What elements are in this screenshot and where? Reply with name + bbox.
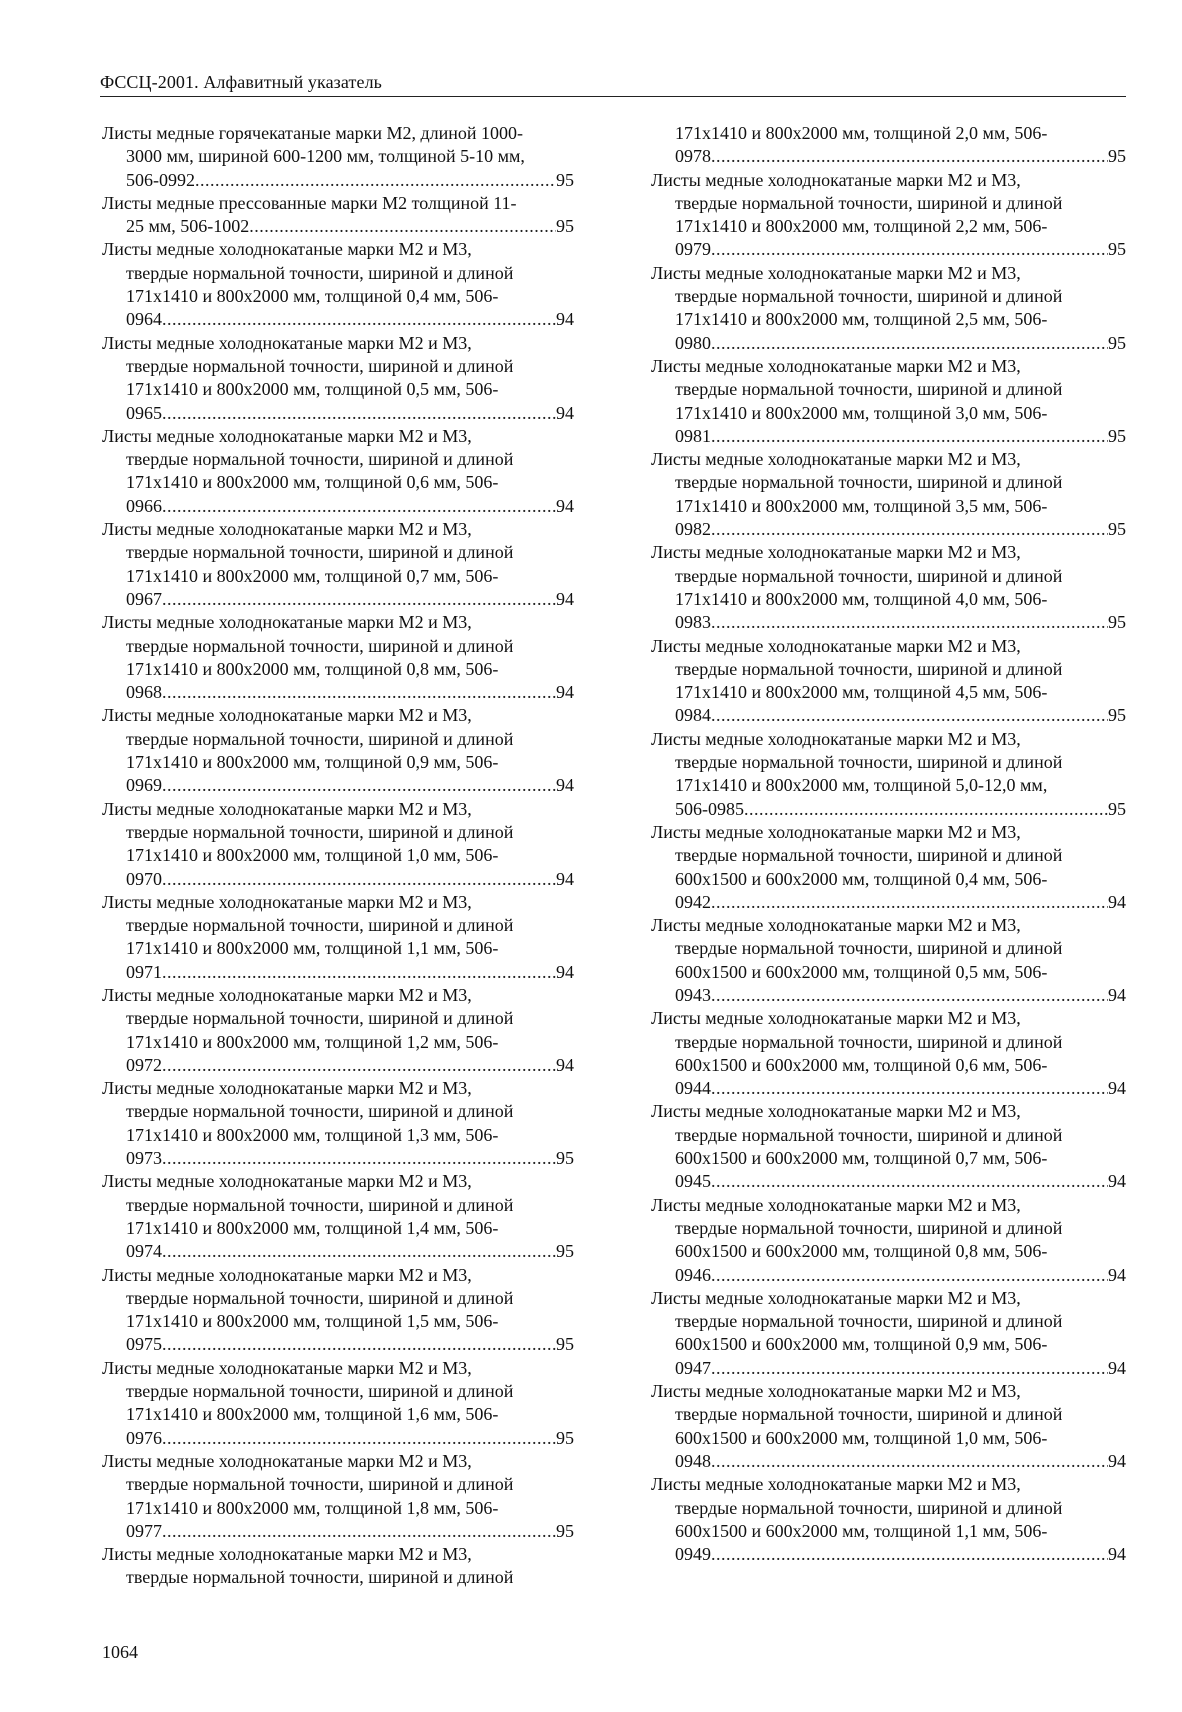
index-entry xyxy=(651,1100,1126,1193)
resource-code: 0948 xyxy=(675,1450,711,1471)
resource-code: 0964 xyxy=(126,309,162,330)
entry-reference-line xyxy=(651,984,1126,1007)
index-entry xyxy=(102,1357,574,1450)
resource-code: 0947 xyxy=(675,1357,711,1378)
page-reference: 95 xyxy=(1108,705,1126,726)
page-reference: 95 xyxy=(556,1427,574,1448)
entry-continuation-line: 600x1500 и 600x2000 мм, толщиной 0,5 мм, 506- xyxy=(675,961,1048,982)
page-reference: 94 xyxy=(556,402,574,423)
page-reference: 95 xyxy=(1108,612,1126,633)
resource-code: 0967 xyxy=(126,588,162,609)
page-reference: 95 xyxy=(556,1241,574,1262)
entry-title-line: Листы медные холоднокатаные марки М2 и М3, xyxy=(102,612,472,633)
dot-leader xyxy=(744,798,1108,821)
page-reference: 94 xyxy=(556,868,574,889)
dot-leader xyxy=(711,1264,1108,1287)
entry-continuation-line: 171x1410 и 800x2000 мм, толщиной 3,0 мм, 506- xyxy=(675,402,1048,423)
entry-continuation-line: твердые нормальной точности, шириной и длиной xyxy=(675,845,1063,866)
page-reference: 94 xyxy=(1108,1544,1126,1565)
entry-reference-line xyxy=(102,1240,574,1263)
entry-title-line: Листы медные холоднокатаные марки М2 и М3, xyxy=(102,798,472,819)
index-entry xyxy=(102,611,574,704)
dot-leader xyxy=(711,145,1108,168)
dot-leader xyxy=(162,868,556,891)
page-reference: 94 xyxy=(556,309,574,330)
entry-reference-line xyxy=(651,145,1126,168)
dot-leader xyxy=(162,1333,556,1356)
entry-title-line: Листы медные холоднокатаные марки М2 и М3, xyxy=(102,1544,472,1565)
entry-reference-line xyxy=(651,798,1126,821)
dot-leader xyxy=(195,169,556,192)
entry-reference-line xyxy=(651,518,1126,541)
page-reference: 94 xyxy=(556,588,574,609)
index-entry xyxy=(102,984,574,1077)
index-entry xyxy=(102,238,574,331)
entry-reference-line xyxy=(102,681,574,704)
resource-code: 0945 xyxy=(675,1171,711,1192)
page-reference: 95 xyxy=(556,216,574,237)
dot-leader xyxy=(711,1357,1108,1380)
dot-leader xyxy=(711,611,1108,634)
index-entry xyxy=(651,262,1126,355)
entry-continuation-line: 171x1410 и 800x2000 мм, толщиной 1,3 мм, 506- xyxy=(126,1124,499,1145)
entry-reference-line xyxy=(102,1427,574,1450)
entry-continuation-line: 171x1410 и 800x2000 мм, толщиной 3,5 мм, 506- xyxy=(675,495,1048,516)
entry-title-line: Листы медные холоднокатаные марки М2 и М3, xyxy=(651,169,1021,190)
entry-continuation-line: 171x1410 и 800x2000 мм, толщиной 5,0-12,0 мм, xyxy=(675,775,1048,796)
resource-code: 0965 xyxy=(126,402,162,423)
dot-leader xyxy=(711,425,1108,448)
index-entry xyxy=(102,891,574,984)
index-entry xyxy=(651,1473,1126,1566)
dot-leader xyxy=(711,1077,1108,1100)
resource-code: 0946 xyxy=(675,1264,711,1285)
entry-continuation-line: 171x1410 и 800x2000 мм, толщиной 1,2 мм, 506- xyxy=(126,1031,499,1052)
entry-continuation-line: 600x1500 и 600x2000 мм, толщиной 1,0 мм, 506- xyxy=(675,1427,1048,1448)
index-entry xyxy=(651,448,1126,541)
entry-reference-line xyxy=(651,1170,1126,1193)
entry-title-line: Листы медные холоднокатаные марки М2 и М3, xyxy=(651,1287,1021,1308)
page-reference: 94 xyxy=(556,682,574,703)
entry-continuation-line: твердые нормальной точности, шириной и длиной xyxy=(675,192,1063,213)
page-reference: 95 xyxy=(1108,519,1126,540)
entry-reference-line xyxy=(651,332,1126,355)
entry-continuation-line: твердые нормальной точности, шириной и длиной xyxy=(126,1474,514,1495)
page-reference: 95 xyxy=(1108,798,1126,819)
dot-leader xyxy=(711,1543,1108,1566)
resource-code: 0975 xyxy=(126,1334,162,1355)
index-entry xyxy=(102,192,574,239)
entry-continuation-line: твердые нормальной точности, шириной и длиной xyxy=(126,635,514,656)
page-reference: 94 xyxy=(1108,984,1126,1005)
entry-continuation-line: 171x1410 и 800x2000 мм, толщиной 1,8 мм, 506- xyxy=(126,1497,499,1518)
entry-title-line: Листы медные холоднокатаные марки М2 и М3, xyxy=(102,1264,472,1285)
page-reference: 95 xyxy=(556,1520,574,1541)
entry-continuation-line: 3000 мм, шириной 600-1200 мм, толщиной 5-10 мм, xyxy=(126,146,525,167)
dot-leader xyxy=(249,215,556,238)
dot-leader xyxy=(162,1240,556,1263)
page-reference: 95 xyxy=(556,169,574,190)
entry-continuation-line: твердые нормальной точности, шириной и длиной xyxy=(675,752,1063,773)
entry-continuation-line: твердые нормальной точности, шириной и длиной xyxy=(126,1381,514,1402)
entry-reference-line xyxy=(102,588,574,611)
entry-title-line: Листы медные холоднокатаные марки М2 и М3, xyxy=(651,1474,1021,1495)
entry-title-line: Листы медные холоднокатаные марки М2 и М3, xyxy=(102,1450,472,1471)
index-entry xyxy=(102,704,574,797)
index-entry xyxy=(651,1194,1126,1287)
entry-continuation-line: 171x1410 и 800x2000 мм, толщиной 0,7 мм, 506- xyxy=(126,565,499,586)
entry-reference-line xyxy=(102,1054,574,1077)
index-entry xyxy=(651,914,1126,1007)
page-number: 1064 xyxy=(102,1642,138,1662)
resource-code: 0976 xyxy=(126,1427,162,1448)
entry-reference-line xyxy=(102,961,574,984)
dot-leader xyxy=(711,238,1108,261)
page-reference: 94 xyxy=(556,1054,574,1075)
entry-continuation-line: твердые нормальной точности, шириной и длиной xyxy=(675,1217,1063,1238)
entry-continuation-line: 600x1500 и 600x2000 мм, толщиной 0,7 мм, 506- xyxy=(675,1148,1048,1169)
dot-leader xyxy=(711,1450,1108,1473)
entry-reference-line xyxy=(651,1357,1126,1380)
dot-leader xyxy=(162,1054,556,1077)
page-reference: 94 xyxy=(1108,1171,1126,1192)
entry-title-line: Листы медные холоднокатаные марки М2 и М3, xyxy=(102,1357,472,1378)
resource-code: 0981 xyxy=(675,425,711,446)
resource-code: 0982 xyxy=(675,519,711,540)
resource-code: 0969 xyxy=(126,775,162,796)
dot-leader xyxy=(711,332,1108,355)
index-entry xyxy=(102,1264,574,1357)
entry-continuation-line: твердые нормальной точности, шириной и длиной xyxy=(675,472,1063,493)
entry-reference-line xyxy=(102,1520,574,1543)
resource-code: 0944 xyxy=(675,1078,711,1099)
entry-continuation-line: твердые нормальной точности, шириной и длиной xyxy=(675,379,1063,400)
index-column-left xyxy=(102,122,574,1590)
entry-continuation-line: 171x1410 и 800x2000 мм, толщиной 2,2 мм, 506- xyxy=(675,216,1048,237)
dot-leader xyxy=(162,961,556,984)
entry-title-line: Листы медные холоднокатаные марки М2 и М3, xyxy=(102,705,472,726)
resource-code: 0942 xyxy=(675,891,711,912)
index-entry xyxy=(102,798,574,891)
index-entry xyxy=(651,1380,1126,1473)
index-entry xyxy=(102,1543,574,1590)
page-reference: 94 xyxy=(1108,1078,1126,1099)
running-header xyxy=(100,70,1126,97)
entry-title-line: Листы медные холоднокатаные марки М2 и М3, xyxy=(102,1078,472,1099)
entry-continuation-line: твердые нормальной точности, шириной и длиной xyxy=(675,1031,1063,1052)
resource-code: 0980 xyxy=(675,332,711,353)
resource-code: 0966 xyxy=(126,495,162,516)
resource-code: 0943 xyxy=(675,984,711,1005)
entry-reference-line xyxy=(102,215,574,238)
entry-title-line: Листы медные холоднокатаные марки М2 и М3, xyxy=(651,355,1021,376)
entry-reference-line xyxy=(651,891,1126,914)
entry-continuation-line: 171x1410 и 800x2000 мм, толщиной 2,5 мм, 506- xyxy=(675,309,1048,330)
page-reference: 95 xyxy=(1108,332,1126,353)
page-reference: 94 xyxy=(556,495,574,516)
index-entry xyxy=(651,1287,1126,1380)
resource-code: 0983 xyxy=(675,612,711,633)
page-reference: 94 xyxy=(556,775,574,796)
index-entry xyxy=(102,122,574,192)
entry-title-line: Листы медные холоднокатаные марки М2 и М3, xyxy=(651,262,1021,283)
dot-leader xyxy=(162,1147,556,1170)
index-entry xyxy=(651,122,1126,169)
entry-continuation-line: твердые нормальной точности, шириной и длиной xyxy=(675,565,1063,586)
dot-leader xyxy=(162,588,556,611)
resource-code: 506-0992 xyxy=(126,169,195,190)
dot-leader xyxy=(711,704,1108,727)
entry-continuation-line: 171x1410 и 800x2000 мм, толщиной 0,8 мм, 506- xyxy=(126,658,499,679)
resource-code: 0978 xyxy=(675,146,711,167)
entry-reference-line xyxy=(102,402,574,425)
entry-continuation-line: твердые нормальной точности, шириной и длиной xyxy=(126,1101,514,1122)
entry-title-line: Листы медные прессованные марки М2 толщиной 11- xyxy=(102,192,517,213)
page-reference: 94 xyxy=(556,961,574,982)
entry-reference-line xyxy=(102,868,574,891)
resource-code: 25 мм, 506-1002 xyxy=(126,216,250,237)
entry-continuation-line: твердые нормальной точности, шириной и длиной xyxy=(126,1287,514,1308)
entry-title-line: Листы медные холоднокатаные марки М2 и М3, xyxy=(102,425,472,446)
entry-title-line: Листы медные холоднокатаные марки М2 и М3, xyxy=(651,1101,1021,1122)
index-entry xyxy=(651,169,1126,262)
index-entry xyxy=(651,728,1126,821)
resource-code: 0979 xyxy=(675,239,711,260)
index-entry xyxy=(102,332,574,425)
entry-continuation-line: 600x1500 и 600x2000 мм, толщиной 0,6 мм, 506- xyxy=(675,1054,1048,1075)
entry-continuation-line: 171x1410 и 800x2000 мм, толщиной 1,4 мм, 506- xyxy=(126,1217,499,1238)
entry-reference-line xyxy=(102,1147,574,1170)
entry-continuation-line: твердые нормальной точности, шириной и длиной xyxy=(126,821,514,842)
dot-leader xyxy=(711,984,1108,1007)
entry-reference-line xyxy=(651,611,1126,634)
resource-code: 0977 xyxy=(126,1520,162,1541)
dot-leader xyxy=(162,495,556,518)
entry-continuation-line: твердые нормальной точности, шириной и длиной xyxy=(675,1311,1063,1332)
entry-continuation-line: твердые нормальной точности, шириной и длиной xyxy=(126,542,514,563)
entry-continuation-line: твердые нормальной точности, шириной и длиной xyxy=(675,938,1063,959)
entry-reference-line xyxy=(651,1264,1126,1287)
entry-continuation-line: твердые нормальной точности, шириной и длиной xyxy=(675,658,1063,679)
entry-title-line: Листы медные холоднокатаные марки М2 и М3, xyxy=(102,332,472,353)
resource-code: 0984 xyxy=(675,705,711,726)
entry-continuation-line: твердые нормальной точности, шириной и длиной xyxy=(675,1497,1063,1518)
entry-title-line: Листы медные холоднокатаные марки М2 и М3, xyxy=(102,891,472,912)
entry-continuation-line: 171x1410 и 800x2000 мм, толщиной 0,5 мм, 506- xyxy=(126,379,499,400)
dot-leader xyxy=(162,402,556,425)
entry-reference-line xyxy=(102,495,574,518)
resource-code: 0974 xyxy=(126,1241,162,1262)
entry-title-line: Листы медные холоднокатаные марки М2 и М3, xyxy=(102,239,472,260)
entry-reference-line xyxy=(102,1333,574,1356)
entry-title-line: Листы медные горячекатаные марки М2, длиной 1000- xyxy=(102,123,524,143)
page-reference: 95 xyxy=(556,1334,574,1355)
entry-continuation-line: твердые нормальной точности, шириной и длиной xyxy=(675,1124,1063,1145)
index-entry xyxy=(102,518,574,611)
page-reference: 94 xyxy=(1108,1357,1126,1378)
page-reference: 95 xyxy=(1108,425,1126,446)
entry-continuation-line: твердые нормальной точности, шириной и длиной xyxy=(126,1567,514,1588)
resource-code: 506-0985 xyxy=(675,798,744,819)
entry-continuation-line: 171x1410 и 800x2000 мм, толщиной 0,6 мм, 506- xyxy=(126,472,499,493)
entry-continuation-line: твердые нормальной точности, шириной и длиной xyxy=(126,355,514,376)
entry-reference-line xyxy=(651,238,1126,261)
entry-reference-line xyxy=(651,1077,1126,1100)
index-entry xyxy=(651,821,1126,914)
entry-title-line: Листы медные холоднокатаные марки М2 и М3, xyxy=(651,915,1021,936)
entry-title-line: Листы медные холоднокатаные марки М2 и М3, xyxy=(651,821,1021,842)
entry-continuation-line: 600x1500 и 600x2000 мм, толщиной 0,8 мм, 506- xyxy=(675,1241,1048,1262)
resource-code: 0949 xyxy=(675,1544,711,1565)
entry-continuation-line: 600x1500 и 600x2000 мм, толщиной 0,9 мм, 506- xyxy=(675,1334,1048,1355)
entry-title-line: Листы медные холоднокатаные марки М2 и М3, xyxy=(651,542,1021,563)
entry-reference-line xyxy=(651,1450,1126,1473)
entry-continuation-line: твердые нормальной точности, шириной и длиной xyxy=(675,1404,1063,1425)
entry-title-line: Листы медные холоднокатаные марки М2 и М3, xyxy=(102,519,472,540)
dot-leader xyxy=(711,891,1108,914)
index-entry xyxy=(102,425,574,518)
entry-reference-line xyxy=(102,169,574,192)
entry-reference-line xyxy=(102,774,574,797)
entry-title-line: Листы медные холоднокатаные марки М2 и М3, xyxy=(651,1194,1021,1215)
entry-title-line: Листы медные холоднокатаные марки М2 и М3, xyxy=(651,728,1021,749)
page-reference: 95 xyxy=(556,1148,574,1169)
index-entry xyxy=(651,541,1126,634)
resource-code: 0968 xyxy=(126,682,162,703)
entry-continuation-line: 171x1410 и 800x2000 мм, толщиной 4,0 мм, 506- xyxy=(675,588,1048,609)
entry-reference-line xyxy=(651,1543,1126,1566)
index-entry xyxy=(102,1450,574,1543)
entry-continuation-line: 171x1410 и 800x2000 мм, толщиной 1,5 мм, 506- xyxy=(126,1311,499,1332)
dot-leader xyxy=(162,308,556,331)
entry-reference-line xyxy=(651,425,1126,448)
dot-leader xyxy=(162,1427,556,1450)
index-entry xyxy=(102,1170,574,1263)
entry-continuation-line: 600x1500 и 600x2000 мм, толщиной 1,1 мм, 506- xyxy=(675,1520,1048,1541)
dot-leader xyxy=(711,1170,1108,1193)
page-reference: 94 xyxy=(1108,1264,1126,1285)
entry-continuation-line: 171x1410 и 800x2000 мм, толщиной 1,0 мм, 506- xyxy=(126,845,499,866)
entry-continuation-line: твердые нормальной точности, шириной и длиной xyxy=(126,1194,514,1215)
entry-title-line: Листы медные холоднокатаные марки М2 и М3, xyxy=(651,1008,1021,1029)
entry-continuation-line: 171x1410 и 800x2000 мм, толщиной 2,0 мм, 506- xyxy=(675,123,1048,143)
entry-continuation-line: твердые нормальной точности, шириной и длиной xyxy=(126,262,514,283)
entry-continuation-line: твердые нормальной точности, шириной и длиной xyxy=(675,286,1063,307)
entry-title-line: Листы медные холоднокатаные марки М2 и М3, xyxy=(102,984,472,1005)
resource-code: 0972 xyxy=(126,1054,162,1075)
page-reference: 95 xyxy=(1108,146,1126,167)
dot-leader xyxy=(162,1520,556,1543)
header-title: ФССЦ-2001. Алфавитный указатель xyxy=(100,72,382,92)
entry-title-line: Листы медные холоднокатаные марки М2 и М3, xyxy=(102,1171,472,1192)
index-entry xyxy=(651,355,1126,448)
entry-reference-line xyxy=(102,308,574,331)
resource-code: 0970 xyxy=(126,868,162,889)
dot-leader xyxy=(711,518,1108,541)
entry-continuation-line: 171x1410 и 800x2000 мм, толщиной 0,4 мм, 506- xyxy=(126,286,499,307)
entry-continuation-line: 171x1410 и 800x2000 мм, толщиной 0,9 мм, 506- xyxy=(126,752,499,773)
index-entry xyxy=(651,1007,1126,1100)
index-column-right xyxy=(651,122,1126,1566)
entry-title-line: Листы медные холоднокатаные марки М2 и М3, xyxy=(651,449,1021,470)
entry-continuation-line: твердые нормальной точности, шириной и длиной xyxy=(126,728,514,749)
entry-continuation-line: твердые нормальной точности, шириной и длиной xyxy=(126,449,514,470)
entry-continuation-line: твердые нормальной точности, шириной и длиной xyxy=(126,915,514,936)
resource-code: 0973 xyxy=(126,1148,162,1169)
entry-continuation-line: 171x1410 и 800x2000 мм, толщиной 1,1 мм, 506- xyxy=(126,938,499,959)
dot-leader xyxy=(162,681,556,704)
entry-continuation-line: 171x1410 и 800x2000 мм, толщиной 1,6 мм, 506- xyxy=(126,1404,499,1425)
page-reference: 94 xyxy=(1108,891,1126,912)
index-entry xyxy=(651,635,1126,728)
page-reference: 94 xyxy=(1108,1450,1126,1471)
entry-continuation-line: 600x1500 и 600x2000 мм, толщиной 0,4 мм, 506- xyxy=(675,868,1048,889)
resource-code: 0971 xyxy=(126,961,162,982)
entry-reference-line xyxy=(651,704,1126,727)
entry-title-line: Листы медные холоднокатаные марки М2 и М3, xyxy=(651,635,1021,656)
dot-leader xyxy=(162,774,556,797)
entry-title-line: Листы медные холоднокатаные марки М2 и М3, xyxy=(651,1381,1021,1402)
entry-continuation-line: твердые нормальной точности, шириной и длиной xyxy=(126,1008,514,1029)
entry-continuation-line: 171x1410 и 800x2000 мм, толщиной 4,5 мм, 506- xyxy=(675,682,1048,703)
index-entry xyxy=(102,1077,574,1170)
page-reference: 95 xyxy=(1108,239,1126,260)
